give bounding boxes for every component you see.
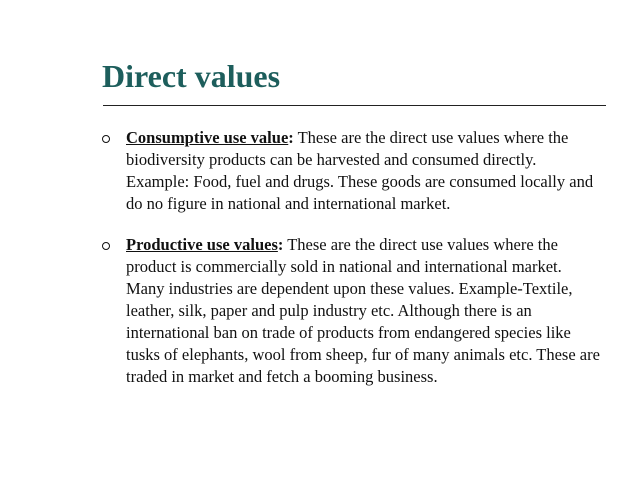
title-divider: [103, 105, 606, 106]
bullet-list: [102, 127, 602, 407]
bullet-term: Productive use values: [126, 235, 278, 254]
hollow-circle-bullet-icon: [102, 242, 110, 250]
bullet-item-productive-use-values: [102, 234, 602, 388]
bullet-item-consumptive-use-value: [102, 127, 602, 215]
bullet-colon: :: [277, 235, 284, 254]
slide-title: Direct values: [102, 58, 281, 94]
hollow-circle-bullet-icon: [102, 135, 110, 143]
bullet-text: These are the direct use values where the product is commercially sold in national and international market. Many industries are dependent upon these values. Example-Textile, leather, silk, paper and pulp industry etc. Although there is an international ban on trade of products from endangered species like tusks of elephants, wool from sheep, fur of many animals etc. These are traded in market and fetch a booming business.: [126, 235, 600, 386]
bullet-colon: :: [288, 128, 294, 147]
bullet-term: Consumptive use value: [126, 128, 289, 147]
bullet-text: These are the direct use values where the biodiversity products can be harvested and consumed directly. Example: Food, fuel and drugs. These goods are consumed locally and do no figure in national and international market.: [126, 128, 594, 213]
